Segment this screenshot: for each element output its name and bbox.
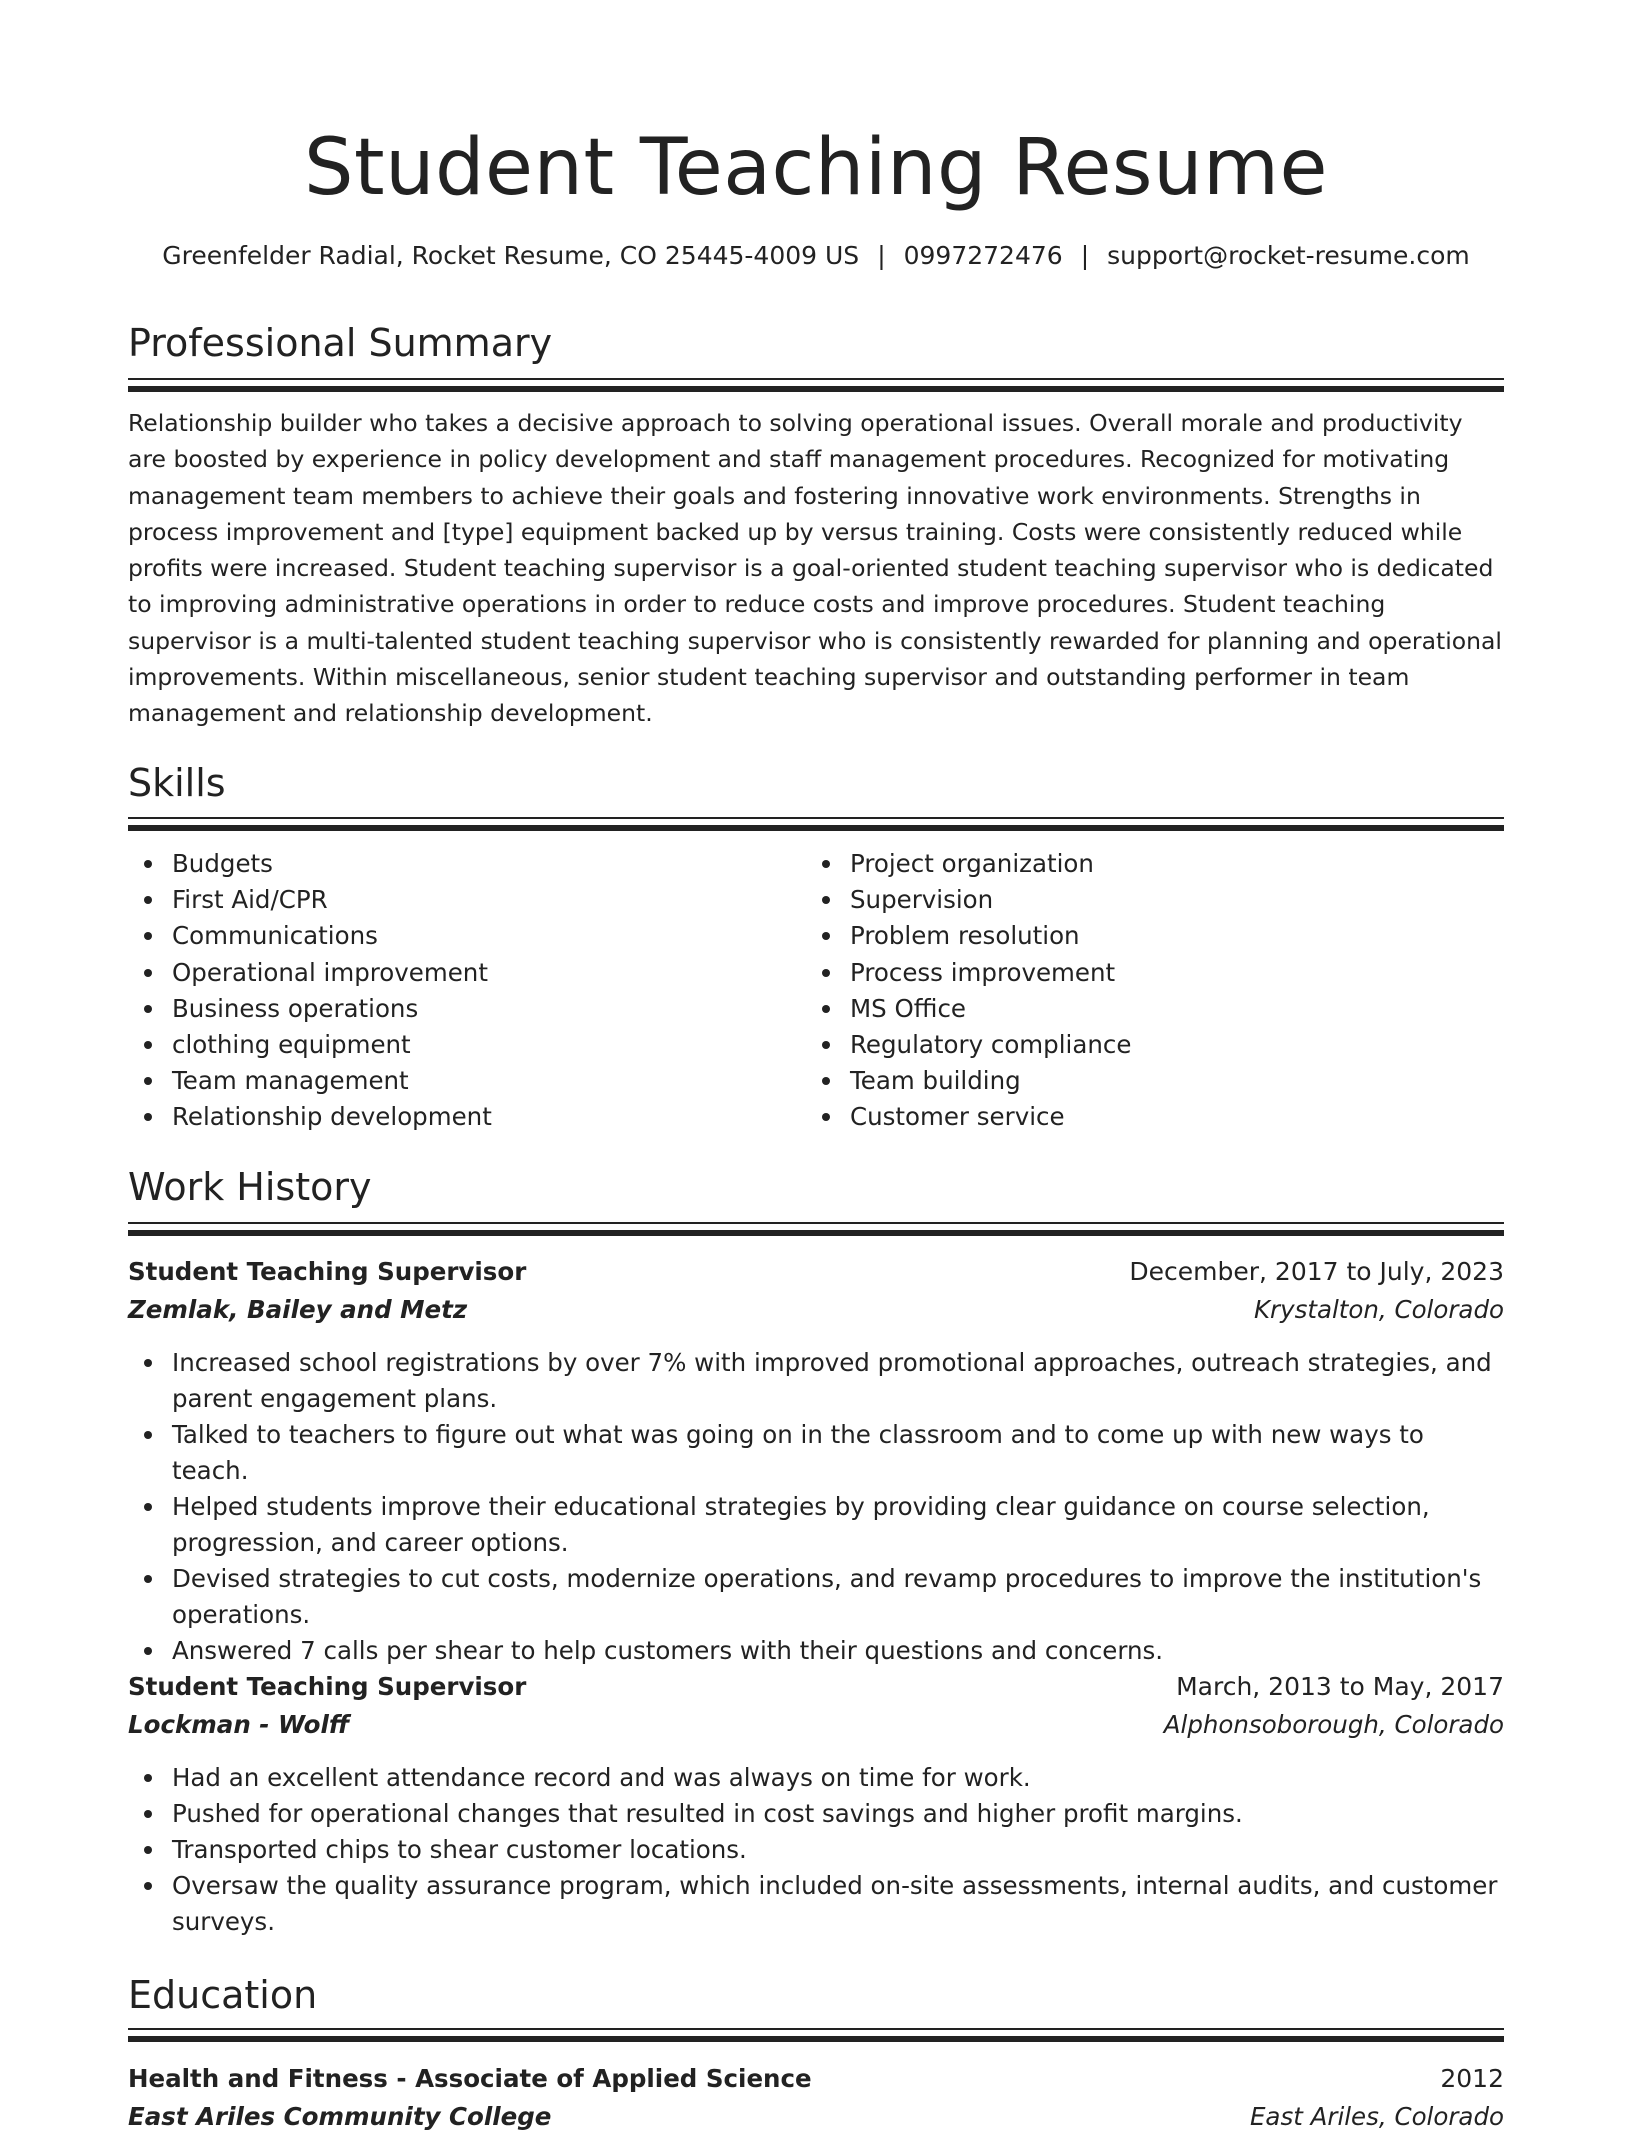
contact-phone: 0997272476 xyxy=(903,241,1063,270)
skill-item: MS Office xyxy=(806,991,1466,1027)
job-bullets xyxy=(128,1760,1504,1940)
section-divider xyxy=(128,1222,1504,1236)
skill-item: Team building xyxy=(806,1063,1466,1099)
job-company: Lockman - Wolff xyxy=(128,1710,350,1739)
contact-separator: | xyxy=(877,241,886,270)
skill-item: Relationship development xyxy=(128,1099,788,1135)
job-bullet: Pushed for operational changes that resulted in cost savings and higher profit margins. xyxy=(128,1796,1504,1832)
contact-address: Greenfelder Radial, Rocket Resume, CO 25445-4009 US xyxy=(162,241,860,270)
job-bullet: Transported chips to shear customer locations. xyxy=(128,1832,1504,1868)
section-divider xyxy=(128,2028,1504,2042)
section-divider xyxy=(128,378,1504,392)
job-location: Krystalton, Colorado xyxy=(1253,1295,1504,1324)
job-dates: December, 2017 to July, 2023 xyxy=(1129,1257,1504,1286)
skill-item: Regulatory compliance xyxy=(806,1027,1466,1063)
section-divider xyxy=(128,817,1504,831)
skill-item: Operational improvement xyxy=(128,955,788,991)
skills-column-right xyxy=(806,846,1466,1136)
section-title-summary: Professional Summary xyxy=(128,321,553,365)
job-bullet: Had an excellent attendance record and was always on time for work. xyxy=(128,1760,1504,1796)
skill-item: Budgets xyxy=(128,846,788,882)
contact-email: support@rocket-resume.com xyxy=(1107,241,1470,270)
skill-item: Team management xyxy=(128,1063,788,1099)
section-title-education: Education xyxy=(128,1973,318,2017)
job-title: Student Teaching Supervisor xyxy=(128,1672,527,1701)
job-entry xyxy=(128,1668,1504,1940)
resume-name: Student Teaching Resume xyxy=(304,123,1328,213)
job-dates: March, 2013 to May, 2017 xyxy=(1176,1672,1504,1701)
job-company: Zemlak, Bailey and Metz xyxy=(128,1295,468,1324)
job-bullet: Devised strategies to cut costs, modernize operations, and revamp procedures to improve the institution's operations. xyxy=(128,1561,1504,1633)
section-title-skills: Skills xyxy=(128,761,226,805)
skill-item: Process improvement xyxy=(806,955,1466,991)
job-entry xyxy=(128,1253,1504,1669)
skill-item: Supervision xyxy=(806,882,1466,918)
job-bullet: Talked to teachers to figure out what was going on in the classroom and to come up with new ways to teach. xyxy=(128,1417,1504,1489)
skill-item: Problem resolution xyxy=(806,918,1466,954)
skills-column-left xyxy=(128,846,788,1136)
skill-item: Communications xyxy=(128,918,788,954)
contact-line xyxy=(128,238,1504,274)
job-title: Student Teaching Supervisor xyxy=(128,1257,527,1286)
job-bullet: Answered 7 calls per shear to help customers with their questions and concerns. xyxy=(128,1633,1504,1669)
section-title-work-history: Work History xyxy=(128,1165,372,1209)
skill-item: clothing equipment xyxy=(128,1027,788,1063)
summary-text: Relationship builder who takes a decisive approach to solving operational issues. Overall morale and productivity are boosted by experience in policy development and staff management procedures. Recognized for motivating management team members to achieve their goals and fostering innovative work environments. Strengths in process improvement and [type] equipment backed up by versus training. Costs were consistently reduced while profits were increased. Student teaching supervisor is a goal-oriented student teaching supervisor who is dedicated to improving administrative operations in order to reduce costs and improve procedures. Student teaching supervisor is a multi-talented student teaching supervisor who is consistently rewarded for planning and operational improvements. Within miscellaneous, senior student teaching supervisor and outstanding performer in team management and relationship development. xyxy=(128,409,1502,728)
job-bullet: Increased school registrations by over 7% with improved promotional approaches, outreach strategies, and parent engagement plans. xyxy=(128,1345,1504,1417)
job-bullets xyxy=(128,1345,1504,1669)
skill-item: Business operations xyxy=(128,991,788,1027)
job-location: Alphonsoborough, Colorado xyxy=(1163,1710,1504,1739)
education-location: East Ariles, Colorado xyxy=(1249,2102,1504,2131)
education-degree: Health and Fitness - Associate of Applied Science xyxy=(128,2064,812,2093)
job-bullet: Oversaw the quality assurance program, which included on-site assessments, internal audits, and customer surveys. xyxy=(128,1868,1504,1940)
education-school: East Ariles Community College xyxy=(128,2102,552,2131)
education-year: 2012 xyxy=(1440,2064,1504,2093)
skill-item: Customer service xyxy=(806,1099,1466,1135)
skill-item: Project organization xyxy=(806,846,1466,882)
skill-item: First Aid/CPR xyxy=(128,882,788,918)
contact-separator: | xyxy=(1080,241,1090,270)
education-entry xyxy=(128,2060,1504,2136)
job-bullet: Helped students improve their educational strategies by providing clear guidance on course selection, progression, and career options. xyxy=(128,1489,1504,1561)
